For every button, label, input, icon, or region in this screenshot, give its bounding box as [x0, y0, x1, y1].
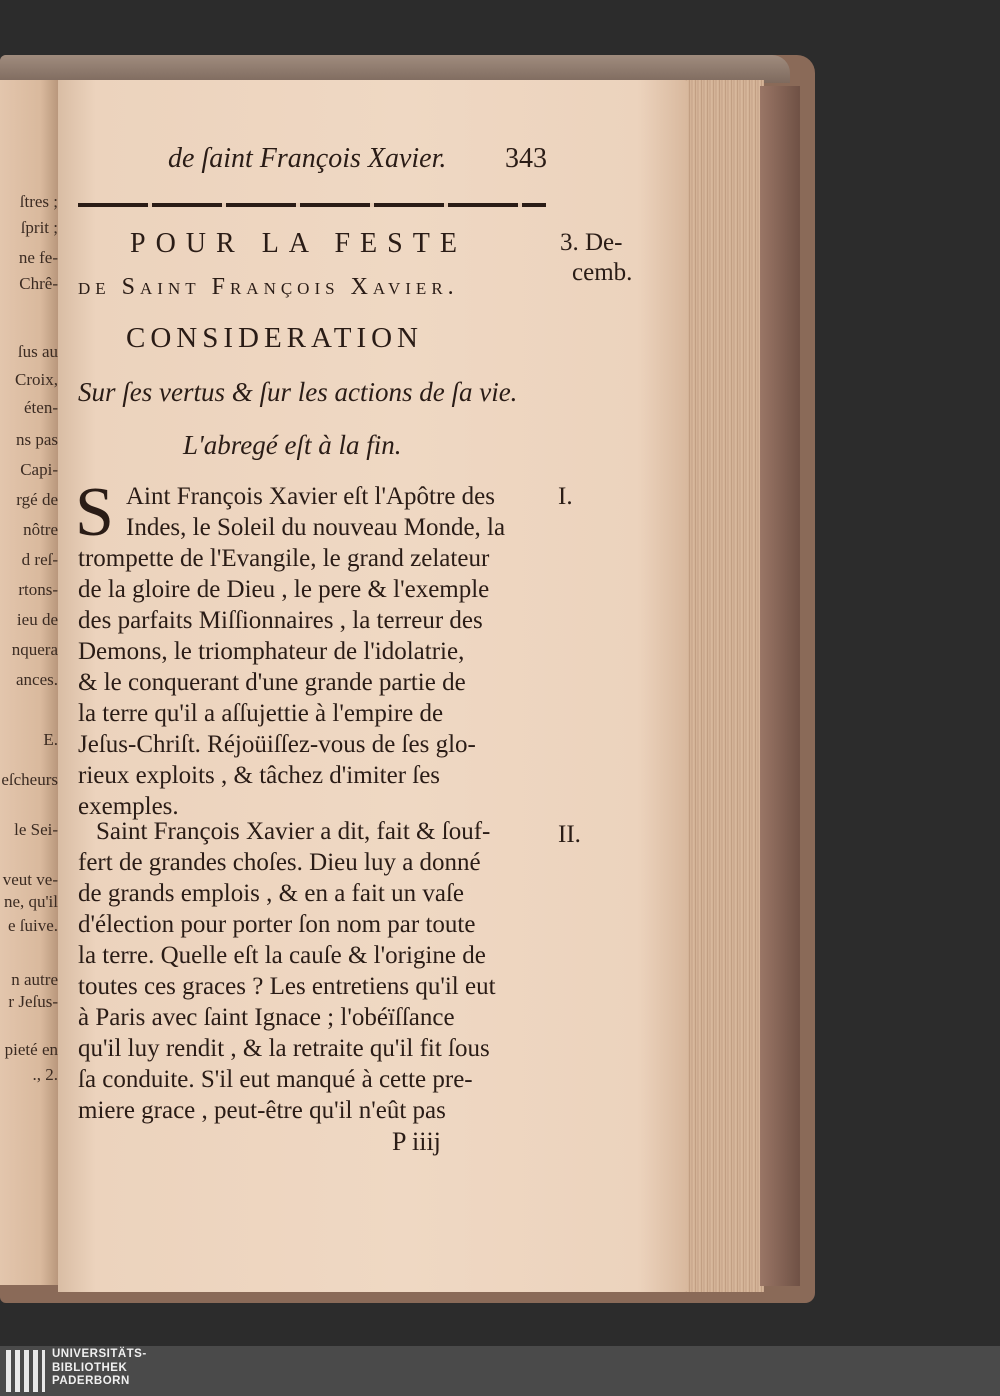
left-page-fragment: ſprit ; [20, 218, 58, 237]
signature-mark: P iiij [392, 1127, 441, 1156]
left-page-fragment: r Jeſus- [8, 992, 58, 1011]
left-page-fragment: d reſ- [21, 550, 58, 569]
page-edges [684, 80, 764, 1292]
text-line: trompette de l'Evangile, le grand zelateur [78, 545, 490, 572]
text-line: de la gloire de Dieu , le pere & l'exemple [78, 576, 490, 603]
text-line: Indes, le Soleil du nouveau Monde, la [126, 514, 506, 541]
text-line: Aint François Xavier eſt l'Apôtre des [126, 483, 495, 510]
title-line-1: POUR LA FESTE [130, 228, 467, 259]
left-page-fragment: n autre [11, 970, 58, 989]
left-page-fragment: ances. [15, 670, 58, 689]
left-page-fragment: Croix, [15, 370, 58, 389]
header-rule [78, 203, 546, 207]
left-page-fragment: E. [43, 730, 58, 749]
left-page-fragment: éten- [24, 398, 58, 417]
margin-date-2: cemb. [572, 259, 633, 286]
left-page-fragment: ſtres ; [19, 192, 58, 211]
page-number: 343 [505, 143, 547, 174]
left-page-fragment: ne fe- [18, 248, 58, 267]
title-line-2: de Saint François Xavier. [78, 274, 459, 300]
text-line: toutes ces graces ? Les entretiens qu'il eut [78, 973, 496, 1000]
library-logo-icon [6, 1350, 46, 1392]
text-line: d'élection pour porter ſon nom par toute [78, 911, 476, 938]
left-page-fragment: Capi- [20, 460, 58, 479]
text-line: ſa conduite. S'il eut manqué à cette pre- [78, 1066, 473, 1093]
margin-date-1: 3. De- [560, 229, 623, 256]
left-page-fragment: le Sei- [14, 820, 58, 839]
text-line: Saint François Xavier a dit, fait & ſouf- [96, 818, 491, 845]
left-page-fragment: eſcheurs [1, 770, 58, 789]
book-spine-top [0, 55, 790, 83]
left-page-fragment: ns pas [15, 430, 58, 449]
cover-edge [760, 86, 800, 1286]
left-page-fragment: rgé de [16, 490, 58, 509]
heading: CONSIDERATION [126, 322, 423, 354]
running-head: de ſaint François Xavier. [168, 143, 447, 174]
text-line: qu'il luy rendit , & la retraite qu'il fit ſous [78, 1035, 490, 1062]
left-page-fragment: pieté en [4, 1040, 58, 1059]
left-page-fragment: ne, qu'il [3, 892, 58, 911]
left-page [0, 80, 58, 1285]
left-page-fragment: ieu de [16, 610, 58, 629]
text-line: Jeſus-Chriſt. Réjoüiſſez-vous de ſes glo- [78, 731, 476, 758]
library-footer [0, 1346, 1000, 1396]
logo-line: PADERBORN [52, 1375, 130, 1387]
drop-cap: S [75, 474, 114, 551]
left-page-fragment: ſus au [17, 342, 58, 361]
logo-line: BIBLIOTHEK [52, 1361, 128, 1374]
text-line: la terre qu'il a aſſujettie à l'empire de [78, 700, 444, 727]
left-page-fragment: rtons- [18, 580, 58, 599]
text-line: exemples. [78, 793, 179, 820]
left-page-fragment: Chrê- [19, 274, 58, 293]
left-page-fragment: e ſuive. [7, 916, 58, 935]
text-line: à Paris avec ſaint Ignace ; l'obéïſſance [78, 1004, 455, 1031]
text-line: de grands emplois , & en a fait un vaſe [78, 880, 464, 907]
left-page-fragment: ., 2. [32, 1065, 58, 1084]
left-page-fragment: veut ve- [2, 870, 58, 889]
text-line: la terre. Quelle eſt la cauſe & l'origine de [78, 942, 486, 969]
text-line: Demons, le triomphateur de l'idolatrie, [78, 638, 465, 665]
left-page-fragment: nôtre [23, 520, 58, 539]
text-line: des parfaits Miſſionnaires , la terreur des [78, 607, 483, 634]
text-line: fert de grandes choſes. Dieu luy a donné [78, 849, 481, 876]
logo-line: UNIVERSITÄTS- [52, 1348, 147, 1360]
margin-numeral-2: II. [558, 821, 581, 848]
subheading: Sur ſes vertus & ſur les actions de ſa vie. [78, 377, 518, 407]
left-page-fragment: nquera [11, 640, 58, 659]
text-line: rieux exploits , & tâchez d'imiter ſes [78, 762, 441, 789]
margin-numeral-1: I. [558, 483, 573, 510]
text-line: & le conquerant d'une grande partie de [78, 669, 466, 696]
library-logo-text [52, 1348, 147, 1389]
text-line: miere grace , peut-être qu'il n'eût pas [78, 1097, 446, 1124]
subheading-2: L'abregé eſt à la fin. [183, 430, 402, 460]
